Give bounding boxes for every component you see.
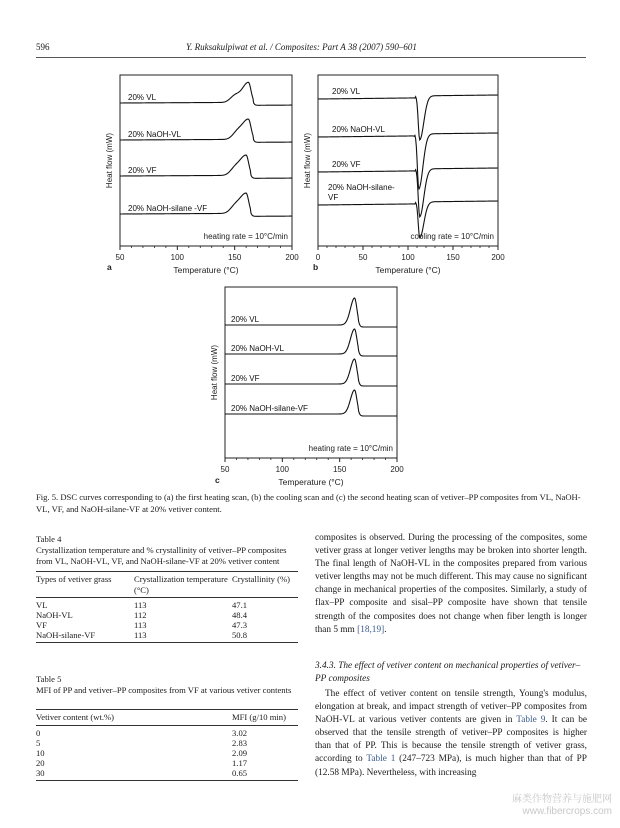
panel-a-tick-label: 150 bbox=[227, 253, 242, 262]
table-row bbox=[36, 738, 298, 748]
panel-c-frame bbox=[225, 287, 397, 458]
running-head: Y. Ruksakulpiwat et al. / Composites: Part A 38 (2007) 590–601 bbox=[186, 42, 417, 52]
panel-c-ylabel: Heat flow (mW) bbox=[210, 344, 219, 401]
table-cell: 112 bbox=[134, 610, 147, 620]
watermark-line-1: 麻类作物营养与施肥网 bbox=[512, 794, 612, 805]
panel-b-tick-label: 100 bbox=[401, 253, 415, 262]
table4-header-type: Types of vetiver grass bbox=[36, 572, 134, 598]
table5-label: Table 5 bbox=[36, 674, 62, 684]
panel-a-series-label: 20% VL bbox=[128, 93, 157, 102]
panel-b-xlabel: Temperature (°C) bbox=[375, 265, 441, 275]
table5-header-mfi: MFI (g/10 min) bbox=[232, 710, 298, 726]
table4-title: Crystallization temperature and % crystallinity of vetiver–PP composites from VL, NaOH-VL, VF, and NaOH-silane-VF at 20% vetiver content bbox=[36, 545, 287, 566]
panel-c-series-label: 20% VF bbox=[231, 374, 260, 383]
table1-link[interactable]: Table 1 bbox=[366, 754, 396, 765]
table-row bbox=[36, 620, 298, 630]
panel-c-xlabel: Temperature (°C) bbox=[278, 477, 344, 487]
panel-a-tick-label: 50 bbox=[115, 253, 125, 262]
panel-c-series-label: 20% VL bbox=[231, 315, 260, 324]
table-cell: 20 bbox=[36, 757, 45, 768]
table-row bbox=[36, 610, 298, 620]
table-cell: 47.1 bbox=[232, 600, 248, 610]
para2-text: The effect of vetiver content on tensile strength, Young's modulus, elongation at break, and impact strength of vetiver–PP composites from NaOH-VL at various vetiver contents are given in bbox=[315, 689, 587, 726]
panel-c-annotation: heating rate = 10°C/min bbox=[308, 444, 393, 453]
panel-c-series-label: 20% NaOH-silane-VF bbox=[231, 404, 308, 413]
table5-caption bbox=[36, 674, 298, 696]
table4-header-cryst: Crystallinity (%) bbox=[232, 572, 298, 598]
table-row bbox=[36, 768, 298, 781]
table-row bbox=[36, 725, 298, 738]
panel-b-tick-label: 200 bbox=[491, 253, 505, 262]
table9-link[interactable]: Table 9 bbox=[516, 715, 546, 726]
watermark-line-2: www.fibercrops.com bbox=[522, 806, 612, 817]
table4-caption bbox=[36, 534, 298, 567]
panel-c-letter: c bbox=[215, 475, 220, 485]
table-cell: VL bbox=[36, 600, 48, 610]
panel-a-ylabel: Heat flow (mW) bbox=[105, 132, 114, 189]
panel-b-tick-label: 50 bbox=[358, 253, 368, 262]
body-paragraph-2 bbox=[315, 688, 587, 780]
table-cell: 48.4 bbox=[232, 610, 248, 620]
section-heading: 3.4.3. The effect of vetiver content on mechanical properties of vetiver–PP composites bbox=[315, 661, 581, 684]
panel-a-series-label: 20% VF bbox=[128, 166, 157, 175]
panel-c-tick-label: 50 bbox=[220, 465, 230, 474]
para1-end: . bbox=[384, 624, 387, 635]
panel-a-xlabel: Temperature (°C) bbox=[173, 265, 239, 275]
panel-a-annotation: heating rate = 10°C/min bbox=[203, 232, 288, 241]
table-cell: 50.8 bbox=[232, 630, 298, 643]
panel-b-series-label: 20% VF bbox=[332, 160, 361, 169]
table-cell: 2.83 bbox=[232, 737, 248, 748]
table-cell: 47.3 bbox=[232, 620, 248, 630]
para1-text: composites is observed. During the processing of the composites, some vetiver grass at longer vetiver lengths may be broken into shorter length. The final length of NaOH-VL in the composites prepared from various vetiver lengths may not be much different. This may cause no significant change in mechanical properties of the composites. Similarly, a study of flax–PP composite and sisal–PP composite have shown that tensile strength of the composites does not change when fiber length is longer than 5 mm bbox=[315, 533, 587, 635]
panel-b-letter: b bbox=[313, 262, 319, 272]
panel-c-tick-label: 100 bbox=[275, 465, 290, 474]
panel-b-series-label: 20% NaOH-silane- bbox=[328, 183, 395, 192]
table4-header-temp: Crystallization temperature (°C) bbox=[134, 572, 232, 598]
table-cell: 3.02 bbox=[232, 727, 248, 738]
table5-header-row bbox=[36, 710, 298, 726]
panel-a-tick-label: 200 bbox=[285, 253, 299, 262]
table-row bbox=[36, 630, 298, 643]
table4 bbox=[36, 571, 298, 643]
table4-label: Table 4 bbox=[36, 534, 62, 544]
table-row bbox=[36, 758, 298, 768]
panel-b-tick-label: 150 bbox=[446, 253, 460, 262]
table4-header-row bbox=[36, 572, 298, 598]
figure-caption: Fig. 5. DSC curves corresponding to (a) the first heating scan, (b) the cooling scan and (c) the second heating scan of vetiver–PP composites from VL, NaOH-VL, VF, and NaOH-silane-VF at 20% vetiver content. bbox=[36, 492, 581, 514]
table-cell: 113 bbox=[134, 600, 147, 610]
table-cell: NaOH-silane-VF bbox=[36, 630, 134, 643]
watermark bbox=[512, 794, 612, 818]
panel-a-series-label: 20% NaOH-silane -VF bbox=[128, 204, 208, 213]
table5-header-content: Vetiver content (wt.%) bbox=[36, 710, 232, 726]
panel-c-series-label: 20% NaOH-VL bbox=[231, 344, 284, 353]
panel-c-tick-label: 150 bbox=[332, 465, 347, 474]
table5-title: MFI of PP and vetiver–PP composites from VF at various vetiver contents bbox=[36, 685, 292, 695]
body-paragraph-1 bbox=[315, 532, 587, 637]
table-cell: 2.09 bbox=[232, 747, 248, 758]
panel-b-series-label: 20% NaOH-VL bbox=[332, 125, 385, 134]
table-cell: 113 bbox=[134, 620, 147, 630]
panel-b-annotation: cooling rate = 10°C/min bbox=[410, 232, 494, 241]
table-cell: 0.65 bbox=[232, 768, 298, 781]
table5 bbox=[36, 709, 298, 781]
panel-c-tick-label: 200 bbox=[390, 465, 404, 474]
para2-text-3: (247–723 MPa), is much higher than that of PP (12.58 MPa). Nevertheless, with increasing bbox=[315, 754, 587, 778]
panel-b-ylabel: Heat flow (mW) bbox=[303, 132, 312, 189]
table-row bbox=[36, 748, 298, 758]
table-cell: NaOH-VL bbox=[36, 610, 73, 620]
panel-b-tick-label: 0 bbox=[315, 253, 321, 262]
table-cell: 10 bbox=[36, 747, 45, 758]
panel-b-series-label: VF bbox=[328, 193, 339, 202]
page-number: 596 bbox=[36, 42, 50, 52]
table-row bbox=[36, 598, 298, 611]
citation-link[interactable]: [18,19] bbox=[357, 624, 385, 635]
panel-a-series-label: 20% NaOH-VL bbox=[128, 130, 181, 139]
panel-a-letter: a bbox=[107, 262, 112, 272]
table-cell: 113 bbox=[134, 630, 232, 643]
table-cell: 0 bbox=[36, 727, 41, 738]
table-cell: 5 bbox=[36, 737, 41, 748]
panel-b-series-label: 20% VL bbox=[332, 87, 361, 96]
panel-b-series-line bbox=[318, 168, 498, 217]
para2-text-2: . It can be observed that the tensile strength of vetiver–PP composites is higher than that of PP. This is because the tensile strength of vetiver grass, according to bbox=[315, 715, 587, 765]
table-cell: 30 bbox=[36, 768, 232, 781]
table-cell: 1.17 bbox=[232, 757, 248, 768]
table-cell: VF bbox=[36, 620, 47, 630]
panel-a-tick-label: 100 bbox=[170, 253, 185, 262]
